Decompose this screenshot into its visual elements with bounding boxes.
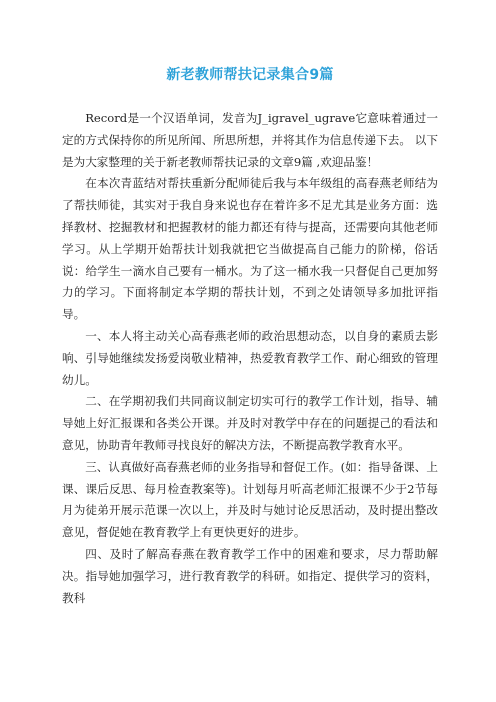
paragraph-background: 在本次青蓝结对帮扶重新分配师徒后我与本年级组的高春燕老师结为了帮扶师徒，其实对于我自身来说也存在着许多不足尤其是业务方面：选择教材、挖掘教材和把握教材的能力都还有待与提高，还需要向其他老师学习。从上学期开始帮扶计划我就把它当做提高自己能力的阶梯，俗话说：给学生一滴水自己要有一桶水。为了这一桶水我一只督促自己更加努力的学习。下面将制定本学期的帮扶计划，不到之处请领导多加批评指导。: [62, 176, 438, 322]
paragraph-item-2: 二、在学期初我们共同商议制定切实可行的教学工作计划，指导、辅导她上好汇报课和各类公开课。并及时对教学中存在的问题提己的看法和意见，协助青年教师寻找良好的解决方法，不断提高教学教育水平。: [62, 394, 438, 452]
paragraph-item-4: 四、及时了解高春燕在教育教学工作中的困难和要求，尽力帮助解决。指导她加强学习，进行教育教学的科研。如指定、提供学习的资料，教科: [62, 546, 438, 605]
document-title: 新老教师帮扶记录集合9篇: [166, 67, 334, 83]
paragraph-item-3: 三、认真做好高春燕老师的业务指导和督促工作。(如：指导备课、上课、课后反思、每月检查教案等)。计划每月听高老师汇报课不少于2节每月为徒弟开展示范课一次以上，并及时与她讨论反思活动，及时提出整改意见，督促她在教育教学上有更快更好的进步。: [62, 459, 438, 540]
paragraph-item-1: 一、本人将主动关心高春燕老师的政治思想动态，以自身的素质去影响、引导她继续发扬爱岗敬业精神，热爱教育教学工作、耐心细致的管理幼儿。: [62, 328, 438, 387]
paragraph-intro: Record是一个汉语单词，发音为J_igravel_ugrave它意味着通过一定的方式保持你的所见所闻、所思所想，并将其作为信息传递下去。 以下是为大家整理的关于新老教师帮扶记录的文章9篇 ,欢迎品鉴！: [62, 111, 438, 169]
